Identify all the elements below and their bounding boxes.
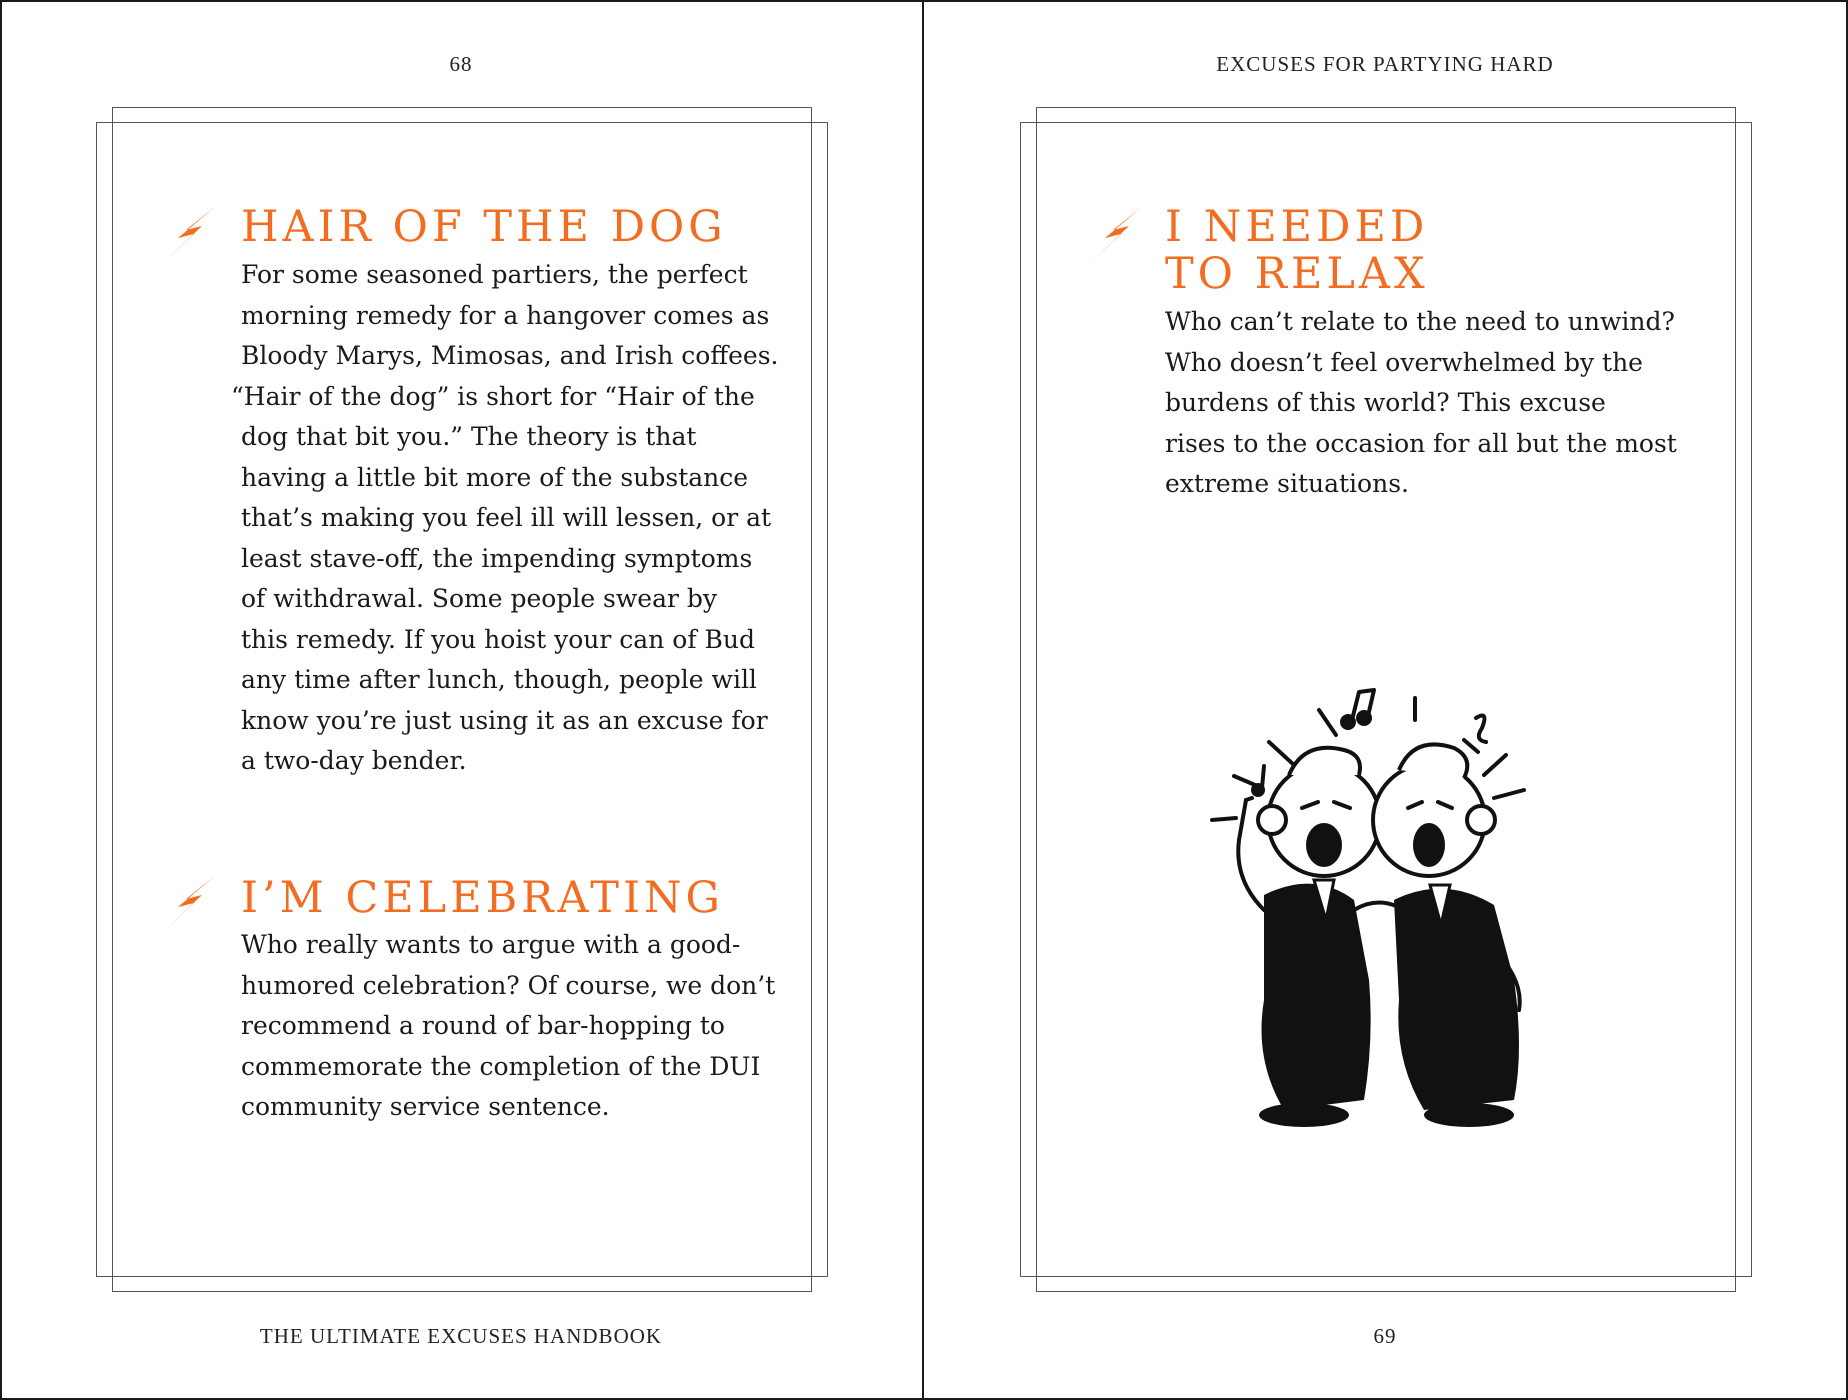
heading-line: TO RELAX [1165, 249, 1429, 299]
text-line: extreme situations. [1165, 469, 1409, 498]
text-line: rises to the occasion for all but the most [1165, 428, 1677, 458]
lightning-bolt-icon [158, 873, 220, 935]
text-line: community service sentence. [241, 1092, 610, 1121]
text-line: this remedy. If you hoist your can of Bud [241, 624, 755, 654]
text-line: that’s making you feel ill will lessen, or at [241, 503, 772, 532]
left-page [0, 0, 922, 1400]
text-line: burdens of this world? This excuse [1165, 388, 1606, 417]
text-line: Who doesn’t feel overwhelmed by the [1165, 347, 1643, 377]
text-line: any time after lunch, though, people will [241, 665, 757, 694]
section-heading: HAIR OF THE DOG [241, 202, 727, 252]
text-line: Who can’t relate to the need to unwind? [1165, 307, 1675, 336]
text-line: humored celebration? Of course, we don’t [241, 970, 776, 1000]
text-line: of withdrawal. Some people swear by [241, 584, 718, 613]
text-line: a two-day bender. [241, 746, 467, 775]
section-heading [1165, 204, 1429, 298]
running-header: EXCUSES FOR PARTYING HARD [1216, 52, 1554, 76]
lightning-bolt-icon [1085, 204, 1147, 266]
running-footer: THE ULTIMATE EXCUSES HANDBOOK [259, 1324, 663, 1348]
text-line: “Hair of the dog” is short for “Hair of the [231, 381, 755, 411]
text-line: having a little bit more of the substance [241, 462, 749, 492]
right-page [924, 0, 1846, 1400]
text-line: least stave-off, the impending symptoms [241, 543, 753, 573]
section-body [1165, 302, 1677, 505]
text-line: Bloody Marys, Mimosas, and Irish coffees. [241, 341, 779, 370]
section-heading: I’M CELEBRATING [241, 873, 724, 923]
page-number: 69 [1373, 1324, 1397, 1348]
text-line: dog that bit you.” The theory is that [241, 422, 697, 451]
text-line: For some seasoned partiers, the perfect [241, 260, 748, 289]
two-men-singing-illustration [1194, 680, 1584, 1135]
section-body [241, 925, 775, 1128]
text-line: Who really wants to argue with a good- [241, 930, 741, 959]
heading-line: I NEEDED [1165, 202, 1429, 252]
page-number: 68 [449, 52, 473, 76]
text-line: morning remedy for a hangover comes as [241, 300, 770, 330]
text-line: commemorate the completion of the DUI [241, 1051, 761, 1081]
section-body [231, 255, 779, 782]
text-line: recommend a round of bar-hopping to [241, 1011, 725, 1040]
text-line: know you’re just using it as an excuse for [241, 705, 768, 735]
lightning-bolt-icon [158, 204, 220, 266]
